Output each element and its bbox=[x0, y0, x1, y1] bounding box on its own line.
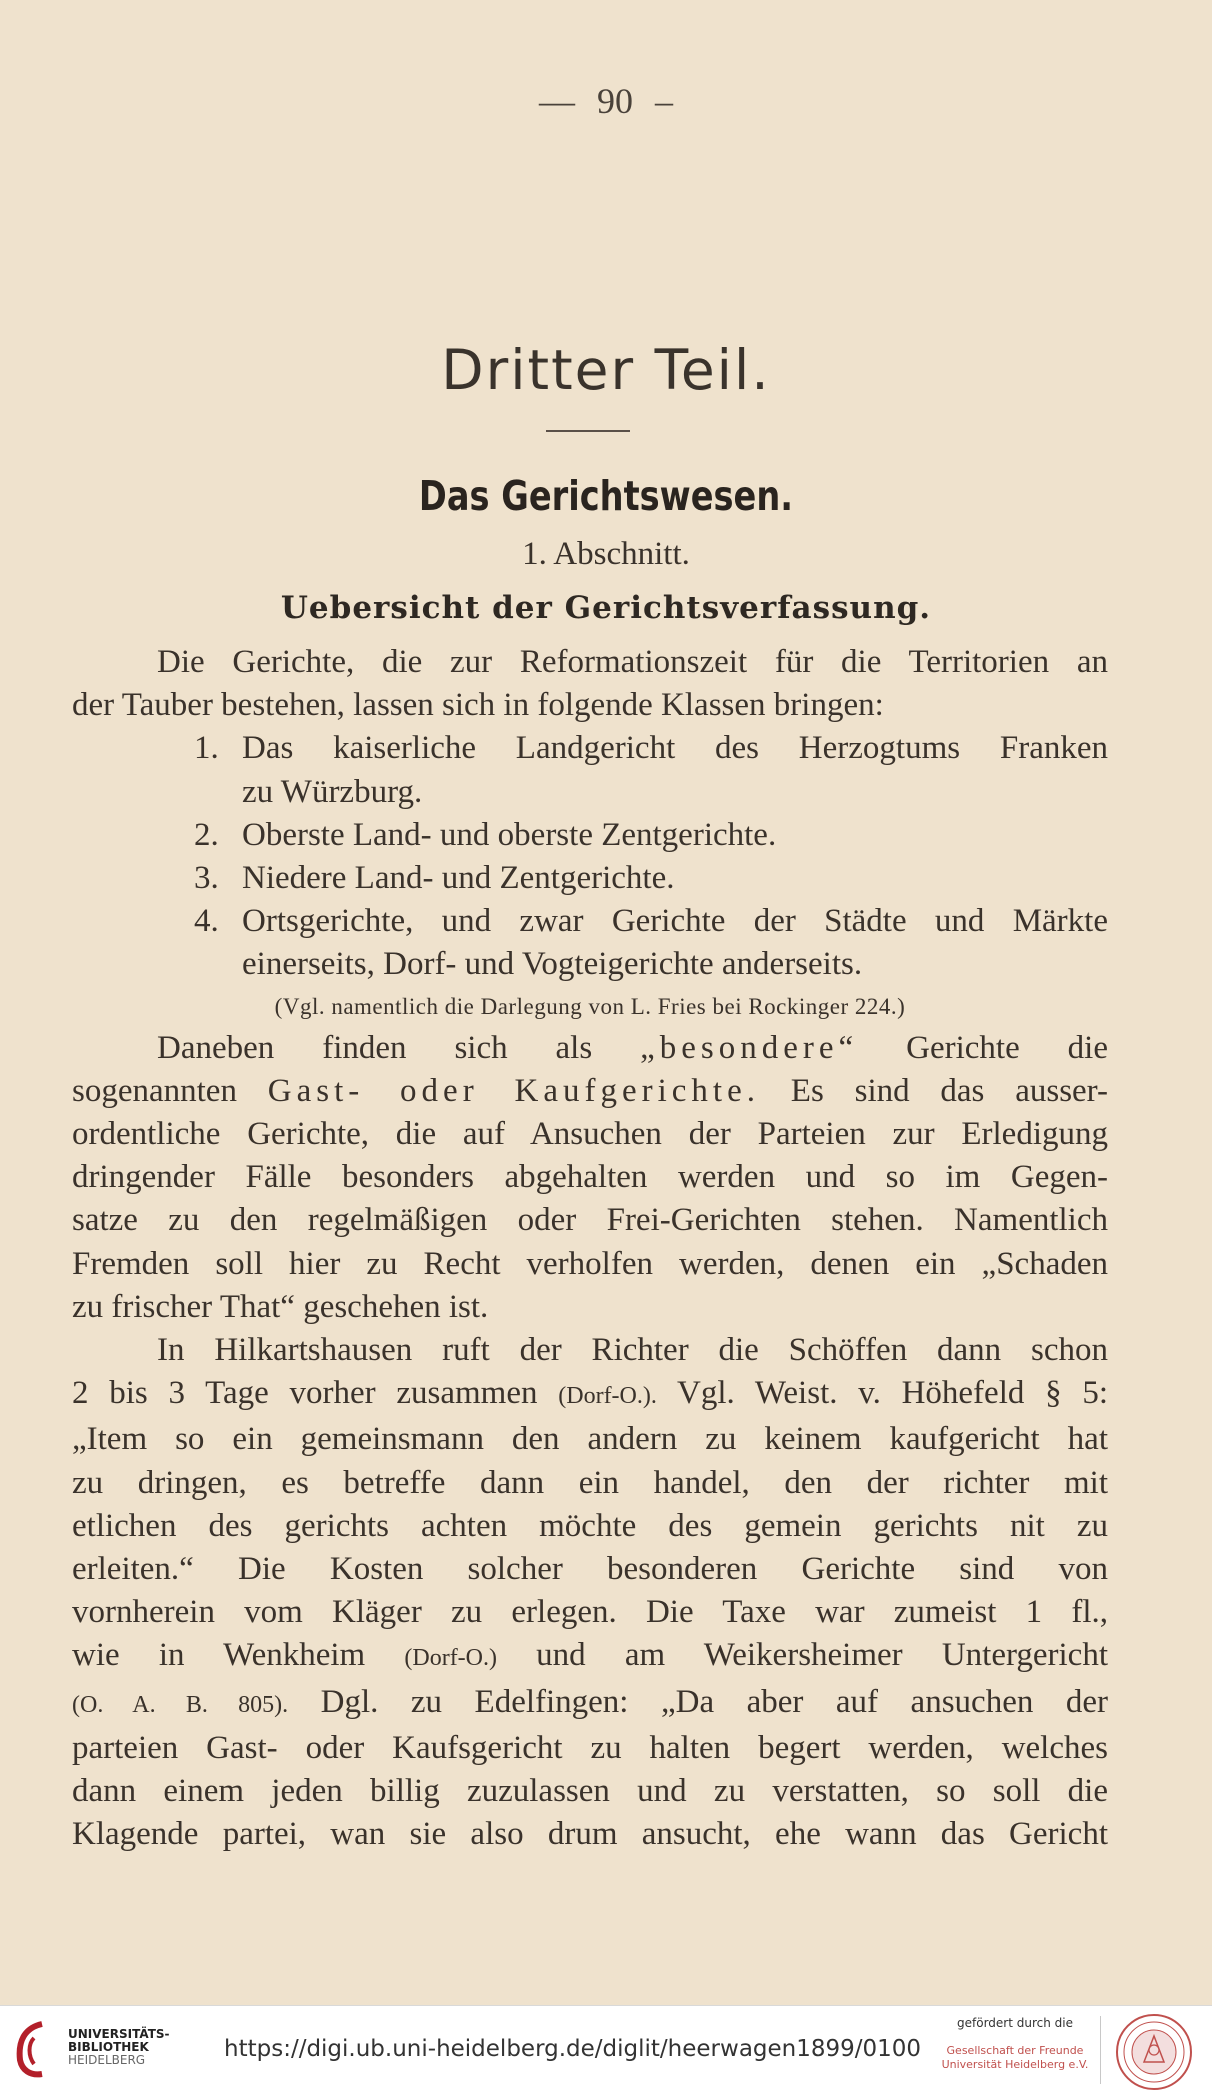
text-line: „Item so ein gemeinsmann den andern zu keinem kaufgericht hat bbox=[72, 1421, 1108, 1458]
chapter-number: 1. Abschnitt. bbox=[522, 536, 690, 572]
small-reference: (Dorf-O.) bbox=[404, 1645, 497, 1672]
text-line: Niedere Land- und Zentgerichte. bbox=[242, 860, 675, 897]
spaced-term: Gast- oder Kaufgerichte. bbox=[267, 1072, 760, 1109]
text-line bbox=[72, 1372, 1108, 1418]
text-line: zu dringen, es betreffe dann ein handel, den der richter mit bbox=[72, 1464, 1108, 1501]
text-line: ordentliche Gerichte, die auf Ansuchen der Parteien zur Erledigung bbox=[72, 1116, 1108, 1153]
sponsor-label: gefördert durch die bbox=[957, 2016, 1073, 2030]
list-item bbox=[72, 727, 1108, 813]
university-library-logo-icon bbox=[12, 2020, 50, 2078]
list-item bbox=[72, 814, 1108, 857]
sponsor-block bbox=[930, 2016, 1100, 2072]
small-reference: (Dorf-O.). bbox=[558, 1383, 657, 1410]
text-line bbox=[72, 1681, 1108, 1727]
text-line: einerseits, Dorf- und Vogteigerichte anderseits. bbox=[242, 946, 863, 983]
title-rule bbox=[546, 430, 630, 432]
court-class-list bbox=[72, 727, 1108, 986]
library-name-line: UNIVERSITÄTS- bbox=[68, 2027, 170, 2041]
text-fragment: Vgl. Weist. v. Höhefeld § 5: bbox=[656, 1375, 1109, 1412]
part-title: Dritter Teil. bbox=[441, 338, 771, 402]
permalink-url[interactable]: https://digi.ub.uni-heidelberg.de/diglit/heerwagen1899/0100 bbox=[224, 2036, 922, 2062]
text-line: Das kaiserliche Landgericht des Herzogtums Franken bbox=[242, 730, 1108, 767]
sponsor-name: Universität Heidelberg e.V. bbox=[941, 2058, 1089, 2071]
section-title: Das Gerichtswesen. bbox=[418, 472, 794, 520]
text-line: Die Gerichte, die zur Reformationszeit für die Territorien an bbox=[157, 644, 1108, 680]
text-line bbox=[72, 1027, 1108, 1070]
list-number: 1. bbox=[194, 730, 219, 767]
paragraph-hilkartshausen bbox=[72, 1329, 1108, 1856]
text-line: erleiten.“ Die Kosten solcher besonderen Gerichte sind von bbox=[72, 1551, 1108, 1588]
text-line: dann einem jeden billig zuzulassen und zu verstatten, so soll die bbox=[72, 1773, 1108, 1810]
paragraph-special-courts bbox=[72, 1027, 1108, 1329]
text-fragment: Es sind das ausser- bbox=[759, 1072, 1109, 1109]
text-fragment: wie in Wenkheim bbox=[72, 1637, 405, 1674]
list-item bbox=[72, 900, 1108, 986]
sponsor-name: Gesellschaft der Freunde bbox=[946, 2044, 1084, 2057]
text-fragment: sogenannten bbox=[72, 1072, 268, 1109]
library-name-line: BIBLIOTHEK bbox=[68, 2040, 149, 2054]
dash-right: – bbox=[655, 81, 673, 121]
text-line: zu Würzburg. bbox=[242, 773, 423, 810]
text-line: Oberste Land- und oberste Zentgerichte. bbox=[242, 816, 777, 853]
text-fragment: Gerichte die bbox=[858, 1029, 1108, 1066]
page-number: 90 bbox=[597, 81, 633, 121]
body-text bbox=[72, 641, 1108, 1856]
list-item bbox=[72, 857, 1108, 900]
dash-left: — bbox=[539, 81, 575, 121]
library-name-line: HEIDELBERG bbox=[68, 2053, 146, 2067]
text-line bbox=[72, 1634, 1108, 1680]
list-number: 3. bbox=[194, 860, 219, 897]
text-line: Klagende partei, wan sie also drum ansucht, ehe wann das Gericht bbox=[72, 1816, 1108, 1853]
text-line bbox=[72, 1070, 1108, 1113]
text-fragment: Daneben finden sich als bbox=[157, 1029, 641, 1066]
text-line: parteien Gast- oder Kaufsgericht zu halten begert werden, welches bbox=[72, 1729, 1108, 1766]
text-line: dringender Fälle besonders abgehalten werden und so im Gegen- bbox=[72, 1159, 1108, 1196]
text-line: etlichen des gerichts achten möchte des gemein gerichts nit zu bbox=[72, 1507, 1108, 1544]
list-number: 2. bbox=[194, 816, 219, 853]
footer-divider bbox=[1100, 2016, 1101, 2084]
university-seal-icon bbox=[1114, 2012, 1194, 2092]
text-line: Fremden soll hier zu Recht verholfen werden, denen ein „Schaden bbox=[72, 1245, 1108, 1282]
spaced-term: „besondere“ bbox=[640, 1029, 859, 1066]
text-fragment: Dgl. zu Edelfingen: „Da aber auf ansuchen der bbox=[288, 1683, 1108, 1720]
text-fragment: und am Weikersheimer Untergericht bbox=[497, 1637, 1108, 1674]
intro-paragraph bbox=[72, 641, 1108, 727]
text-line: vornherein vom Kläger zu erlegen. Die Taxe war zumeist 1 fl., bbox=[72, 1594, 1108, 1631]
text-line: Ortsgerichte, und zwar Gerichte der Städte und Märkte bbox=[242, 903, 1108, 940]
digitization-footer bbox=[0, 2005, 1212, 2094]
text-line: In Hilkartshausen ruft der Richter die Schöffen dann schon bbox=[157, 1332, 1108, 1369]
list-number: 4. bbox=[194, 903, 219, 940]
text-line: zu frischer That“ geschehen ist. bbox=[72, 1288, 489, 1325]
chapter-title: Uebersicht der Gerichtsverfassung. bbox=[280, 590, 932, 626]
text-line: satze zu den regelmäßigen oder Frei-Gerichten stehen. Namentlich bbox=[72, 1202, 1108, 1239]
reference-note: (Vgl. namentlich die Darlegung von L. Fries bei Rockinger 224.) bbox=[274, 993, 906, 1019]
library-name bbox=[68, 2028, 170, 2067]
page-number-line bbox=[0, 80, 1212, 122]
text-line: der Tauber bestehen, lassen sich in folgende Klassen bringen: bbox=[72, 687, 884, 724]
text-fragment: 2 bis 3 Tage vorher zusammen bbox=[72, 1375, 559, 1412]
small-reference: (O. A. B. 805). bbox=[72, 1691, 289, 1718]
